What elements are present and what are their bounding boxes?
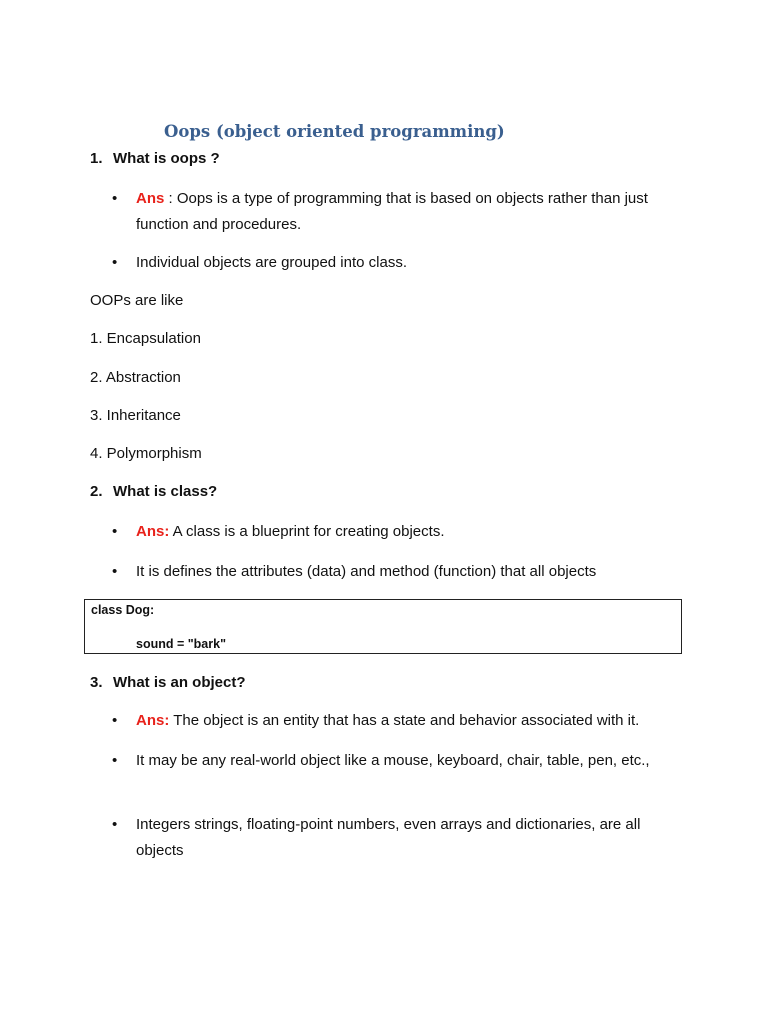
bullet-text: It is defines the attributes (data) and method (function) that all objects [136,563,597,580]
bullet-icon: • [112,712,118,729]
question-number: 3. [90,674,103,691]
list-item [112,559,682,585]
question-text: What is oops ? [113,150,220,167]
answer-label: Ans [136,190,165,207]
bullet-text: Integers strings, floating-point numbers, even arrays and dictionaries, are all objects [136,816,641,859]
question-1-heading [90,150,220,167]
bullet-icon: • [112,254,118,271]
bullet-text: Individual objects are grouped into class. [136,254,407,271]
answer-label: Ans: [136,523,170,540]
answer-text: The object is an entity that has a state and behavior associated with it. [169,712,640,729]
bullet-icon: • [112,523,118,540]
list-item [112,708,682,734]
bullet-icon: • [112,563,118,580]
bullet-icon: • [112,190,118,207]
question-text: What is an object? [113,674,246,691]
concept-item: 3. Inheritance [90,407,181,424]
question-text: What is class? [113,483,218,500]
question-number: 1. [90,150,103,167]
answer-text: A class is a blueprint for creating objects. [169,523,445,540]
bullet-icon: • [112,752,118,769]
question-number: 2. [90,483,103,500]
list-item [112,250,682,276]
list-item [112,748,682,774]
concept-item: 2. Abstraction [90,369,181,386]
bullet-icon: • [112,816,118,833]
oops-intro: OOPs are like [90,292,184,309]
code-line: class Dog: [91,603,155,617]
question-3-heading [90,674,246,691]
code-line: sound = "bark" [136,637,226,651]
list-item [112,812,682,864]
bullet-text: It may be any real-world object like a mouse, keyboard, chair, table, pen, etc., [136,752,650,769]
question-2-heading [90,483,217,500]
answer-label: Ans: [136,712,170,729]
concept-item: 1. Encapsulation [90,330,201,347]
document-title: Oops (object oriented programming) [164,122,505,141]
list-item [112,186,682,238]
concept-item: 4. Polymorphism [90,445,202,462]
list-item [112,519,682,545]
code-block [84,599,682,654]
answer-text: : Oops is a type of programming that is based on objects rather than just function and procedures. [136,190,648,233]
